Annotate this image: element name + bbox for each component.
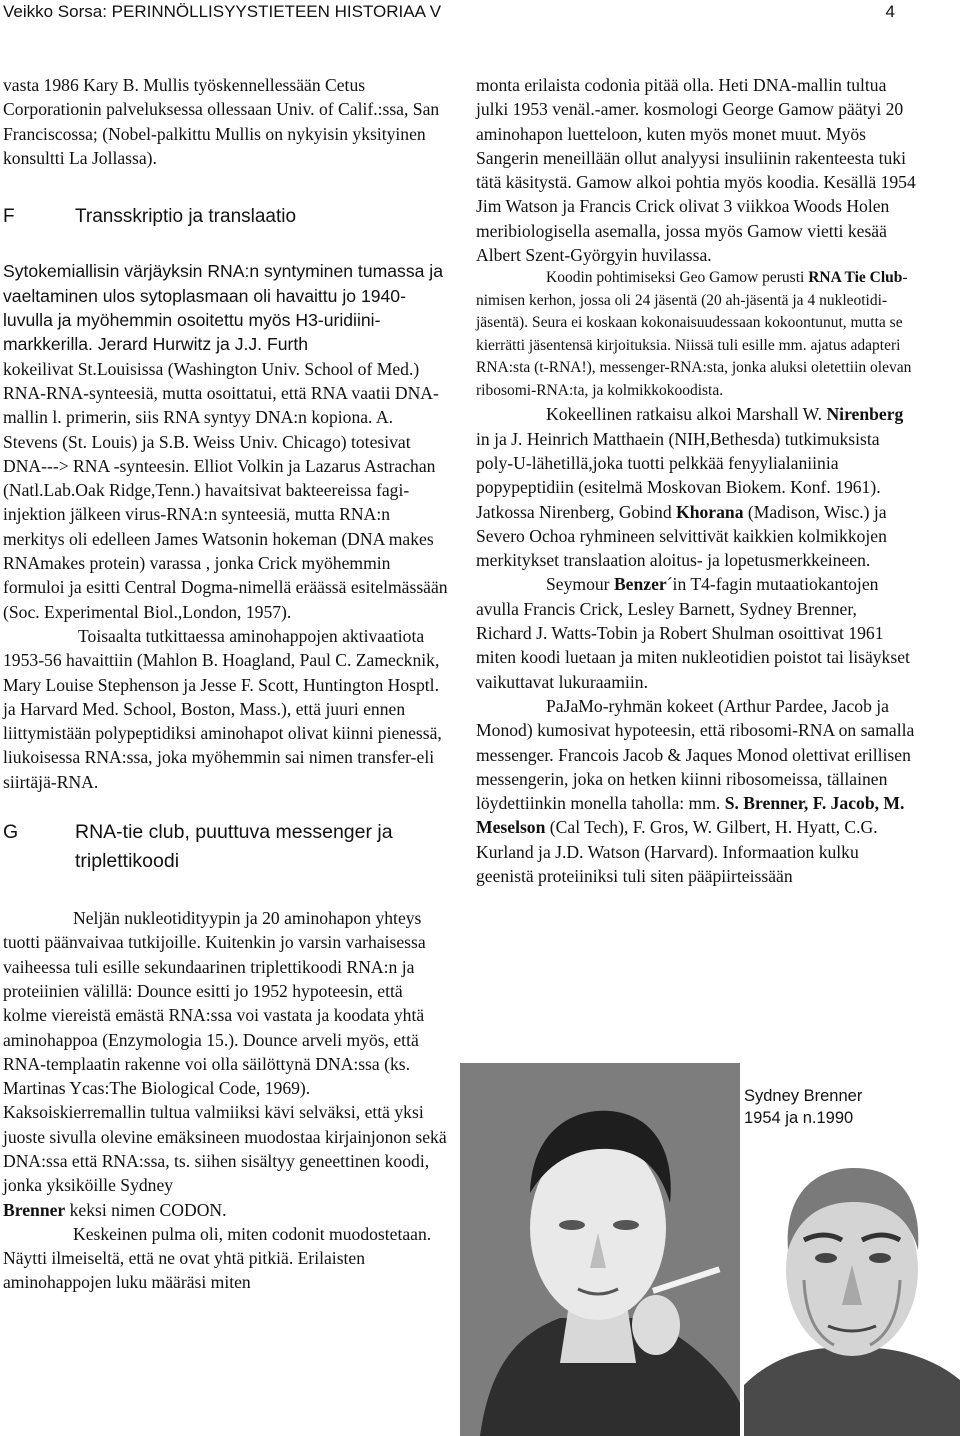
photo-caption bbox=[744, 1085, 862, 1129]
section-heading-f bbox=[3, 205, 448, 229]
paragraph-nirenberg: Kokeellinen ratkaisu alkoi Marshall W. Nirenberg in ja J. Heinrich Matthaein (NIH,Bethesda) tutkimuksista poly-U-lähetillä,joka tuotti pelkkää fenyylialaniinia popypeptidiin (esitelmä Moskovan Biokem. Konf. 1961). Jatkossa Nirenberg, Gobind Khorana (Madison, Wisc.) ja Severo Ochoa ryhmineen selvittivät kaikkien kolmikkojen merkitykset translaation aloitus- ja lopetusmerkkeineen. bbox=[476, 404, 904, 571]
names-brenner-jacob-meselson: S. Brenner, F. Jacob, M. Meselson bbox=[476, 793, 905, 838]
paragraph-gamow: monta erilaista codonia pitää olla. Heti DNA-mallin tultua julki 1953 venäl.-amer. kosmologi George Gamow päätyi 20 aminohapon luetteloon, kuten myös monet muut. Myös Sangerin meneillään ollut analyysi insuliinin rakenteesta tuki tätä käsitystä. Gamow alkoi pohtia myös koodia. Kesällä 1954 Jim Watson ja Francis Crick olivat 3 viikkoa Woods Holen meribiologisella asemalla, jossa myös Gamow vietti kesää Albert Szent-Györgyin huvilassa. bbox=[476, 75, 916, 266]
name-nirenberg: Nirenberg bbox=[826, 404, 904, 425]
paragraph-codons: Keskeinen pulma oli, miten codonit muodostetaan. Näytti ilmeiseltä, että ne ovat yhtä pitkiä. Erilaisten aminohappojen luku määräsi miten bbox=[3, 1223, 432, 1293]
section-letter: F bbox=[3, 206, 15, 228]
page-number: 4 bbox=[885, 2, 895, 21]
caption-line2: 1954 ja n.1990 bbox=[744, 1109, 854, 1127]
paragraph-rna-tie-club: Koodin pohtimiseksi Geo Gamow perusti RNA Tie Club-nimisen kerhon, jossa oli 24 jäsentä (20 ah-jäsentä ja 4 nukleotidi-jäsentä). Seura ei koskaan kokonaisuudessaan kokoontunut, mutta se kierrätti jäsentensä kirjoituksia. Niissä tuli esille mm. ajatus adapteri RNA:sta (t-RNA!), messenger-RNA:sta, jonka aluksi oletettiin olevan ribosomi-RNA:ta, ja kolmikkokoodista. bbox=[476, 269, 912, 399]
right-column bbox=[476, 73, 916, 888]
section-title: RNA-tie club, puuttuva messenger ja triplettikoodi bbox=[75, 821, 393, 873]
section-heading-g bbox=[3, 818, 448, 876]
paragraph-rna-sans: Sytokemiallisin värjäyksin RNA:n syntyminen tumassa ja vaeltaminen ulos sytoplasmaan oli havaittu jo 1940-luvulla ja myöhemmin osoitettu myös H3-uridiini-markkerilla. Jerard Hurwitz ja J.J. Furth bbox=[3, 261, 443, 355]
name-khorana: Khorana bbox=[676, 501, 744, 522]
section-letter: G bbox=[3, 821, 19, 844]
section-title: Transskriptio ja translaatio bbox=[75, 206, 297, 228]
portrait-photo-young bbox=[460, 1063, 740, 1436]
paragraph-mullis: vasta 1986 Kary B. Mullis työskennellessään Cetus Corporationin palveluksessa ollessaan Univ. of Calif.:ssa, San Franciscossa; (Nobel-palkittu Mullis on nykyisin yksityinen konsultti La Jollassa). bbox=[3, 75, 440, 168]
name-brenner: Brenner bbox=[3, 1199, 66, 1220]
paragraph-aminoacid-activation: Toisaalta tutkittaessa aminohappojen aktivaatiota 1953-56 havaittiin (Mahlon B. Hoagland, Paul C. Zamecknik, Mary Louise Stephenson ja Jesse F. Scott, Huntington Hosptl. ja Harvard Med. School, Boston, Mass.), että juuri ennen liittymistään polypeptidiksi aminohapot olivat kiinni pienessä, liukoisessa RNA:ssa, joka myöhemmin sai nimen transfer-eli siirtäjä-RNA. bbox=[3, 625, 442, 792]
portrait-photo-older bbox=[744, 1130, 960, 1436]
paragraph-rna-synthesis: kokeilivat St.Louisissa (Washington Univ. School of Med.) RNA-RNA-synteesiä, mutta osoittatui, että RNA vaatii DNA-mallin l. primerin, siis RNA syntyy DNA:n kopiona. A. Stevens (St. Louis) ja S.B. Weiss Univ. Chicago) totesivat DNA---> RNA -synteesin. Elliot Volkin ja Lazarus Astrachan (Natl.Lab.Oak Ridge,Tenn.) havaitsivat bakteereissa fagi-injektion jälkeen virus-RNA:n synteesiä, mutta RNA:n merkitys oli edelleen James Watsonin hokeman (DNA makes RNAmakes protein) varassa , jonka Crick myöhemmin formuloi ja esitti Central Dogma-nimellä eräässä esitelmässään (Soc. Experimental Biol.,London, 1957). bbox=[3, 358, 448, 622]
running-header bbox=[3, 0, 895, 24]
caption-line1: Sydney Brenner bbox=[744, 1087, 863, 1105]
paragraph-pajamo: PaJaMo-ryhmän kokeet (Arthur Pardee, Jacob ja Monod) kumosivat hypoteesin, että ribosomi-RNA on samalla messenger. Francois Jacob & Jaques Monod olettivat erillisen messengerin, joka on hetken kiinni ribosomeissa, tällainen löydettiinkin monella taholla: mm. S. Brenner, F. Jacob, M. Meselson (Cal Tech), F. Gros, W. Gilbert, H. Hyatt, C.G. Kurland ja J.D. Watson (Harvard). Informaation kulku geenistä proteiiniksi tuli siten pääpiirteissään bbox=[476, 695, 915, 887]
portrait-older-image bbox=[744, 1130, 960, 1436]
name-benzer: Benzer bbox=[613, 574, 667, 595]
left-column bbox=[3, 73, 448, 1295]
paragraph-benzer: Seymour Benzer´in T4-fagin mutaatiokantojen avulla Francis Crick, Lesley Barnett, Sydney Brenner, Richard J. Watts-Tobin ja Robert Shulman osoittivat 1961 miten koodi luetaan ja miten nukleotidien poistot tai lisäykset vaikuttavat lukuraamiin. bbox=[476, 574, 910, 692]
paragraph-triplet-code: Neljän nukleotidityypin ja 20 aminohapon yhteys tuotti päänvaivaa tutkijoille. Kuitenkin jo varsin varhaisessa vaiheessa tuli esille sekundaarinen triplettikoodi RNA:n ja proteiinien välillä: Dounce esitti jo 1952 hypoteesin, että kolme viereistä emästä RNA:ssa voi vastata ja koodata yhtä aminohappoa (Enzymologia 15.). Dounce arveli myös, että RNA-templaatin rakenne voi olla säilöttynä DNA:ssa (ks. Martinas Ycas:The Biological Code, 1969). Kaksoiskierremallin tultua valmiiksi kävi selväksi, että yksi juoste sivulla olevine emäksineen muodostaa kirjainjonon sekä DNA:ssa että RNA:ssa, ts. siihen sisältyy geneettinen koodi, jonka yksiköille Sydney Brenner keksi nimen CODON. bbox=[3, 908, 447, 1220]
header-title: Veikko Sorsa: PERINNÖLLISYYSTIETEEN HISTORIAA V bbox=[3, 2, 442, 21]
section-title-line2: triplettikoodi bbox=[75, 850, 180, 873]
portrait-young-image bbox=[460, 1063, 740, 1436]
name-rna-tie-club: RNA Tie Club bbox=[808, 269, 903, 287]
